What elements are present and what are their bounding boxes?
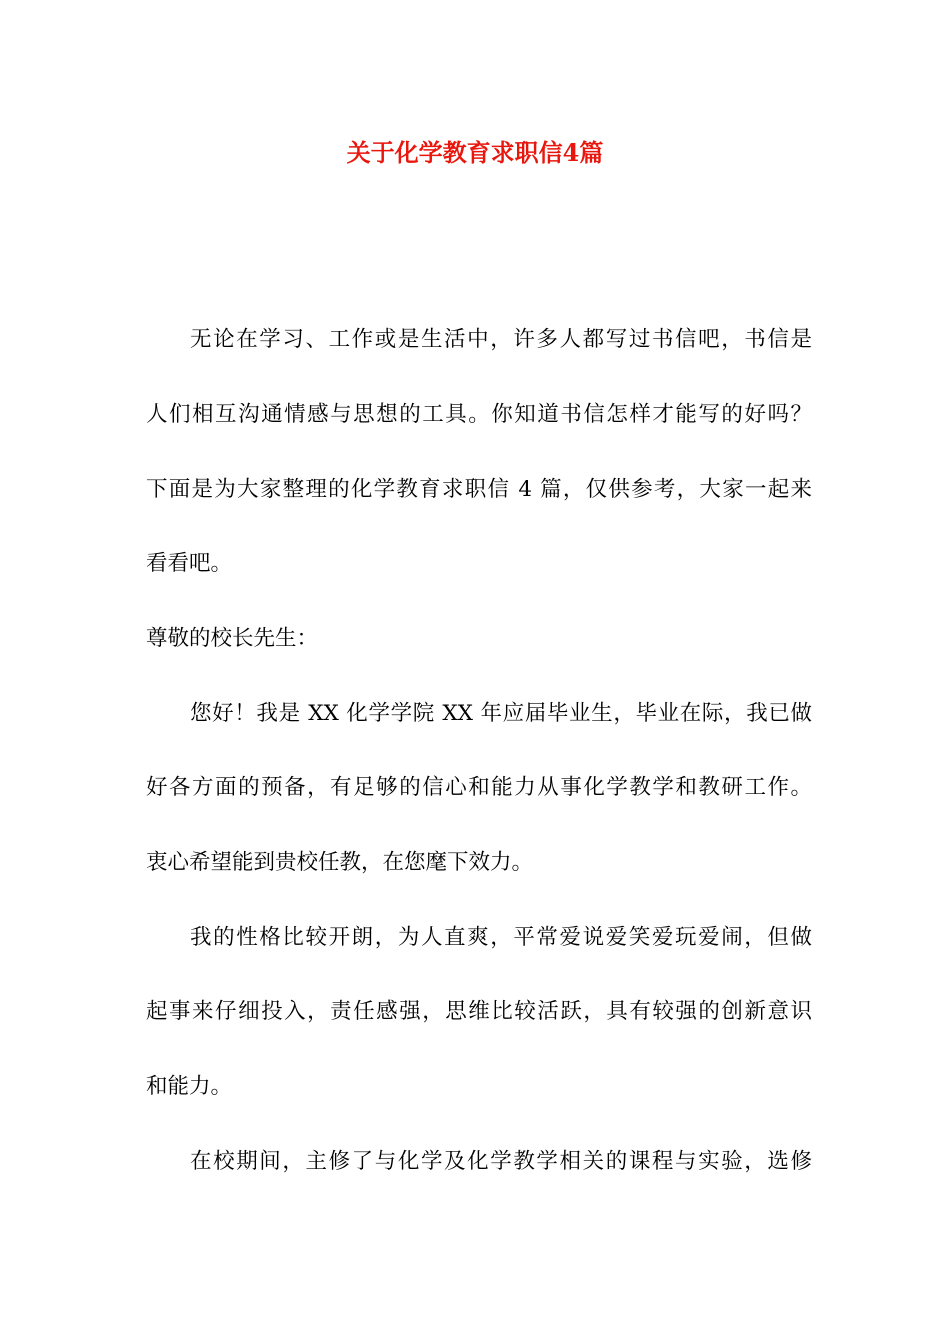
paragraph-line: 您好！我是 XX 化学学院 XX 年应届毕业生，毕业在际，我已做	[190, 701, 812, 726]
paragraph-line: 我的性格比较开朗，为人直爽，平常爱说爱笑爱玩爱闹，但做	[190, 925, 812, 950]
document-title: 关于化学教育求职信4篇	[346, 138, 604, 167]
paragraph-line: 衷心希望能到贵校任教，在您麾下效力。	[146, 850, 534, 875]
paragraph-line: 和能力。	[146, 1074, 233, 1099]
paragraph-line: 下面是为大家整理的化学教育求职信 4 篇，仅供参考，大家一起来	[146, 477, 812, 502]
salutation-line: 尊敬的校长先生：	[146, 626, 319, 651]
paragraph-line: 人们相互沟通情感与思想的工具。你知道书信怎样才能写的好吗？	[146, 402, 812, 427]
paragraph-line: 好各方面的预备，有足够的信心和能力从事化学教学和教研工作。	[146, 775, 812, 800]
paragraph-line: 看看吧。	[146, 551, 233, 576]
paragraph-line: 无论在学习、工作或是生活中，许多人都写过书信吧，书信是	[190, 327, 812, 352]
paragraph-line: 在校期间，主修了与化学及化学教学相关的课程与实验，选修	[190, 1149, 812, 1174]
paragraph-line: 起事来仔细投入，责任感强，思维比较活跃，具有较强的创新意识	[146, 999, 812, 1024]
